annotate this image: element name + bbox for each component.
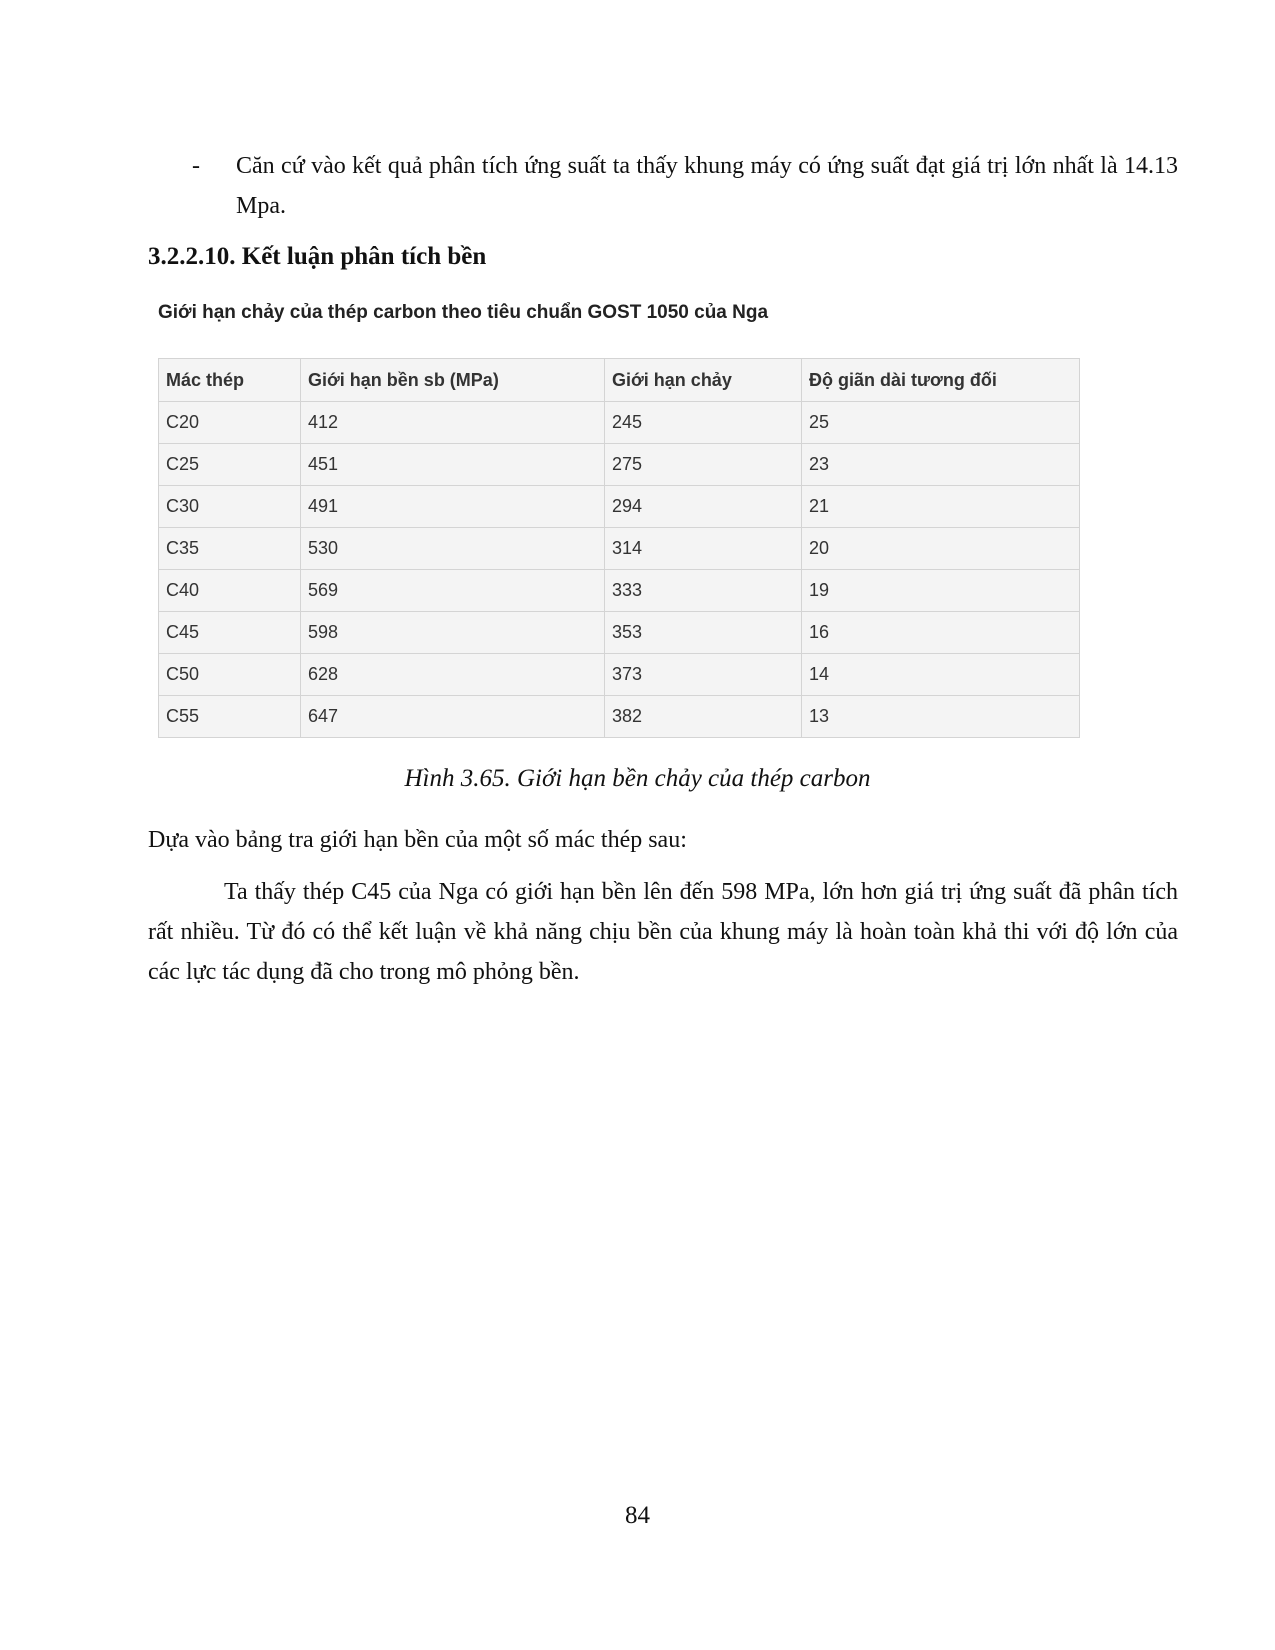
bullet-paragraph [148, 146, 1178, 226]
header-elongation: Độ giãn dài tương đối [802, 359, 1080, 402]
cell-tensile: 530 [301, 528, 605, 570]
table-row [159, 696, 1080, 738]
cell-tensile: 628 [301, 654, 605, 696]
cell-yield: 314 [605, 528, 802, 570]
cell-yield: 275 [605, 444, 802, 486]
table-row [159, 402, 1080, 444]
bullet-dash: - [192, 153, 200, 179]
cell-elongation: 19 [802, 570, 1080, 612]
cell-yield: 245 [605, 402, 802, 444]
table-row [159, 654, 1080, 696]
cell-yield: 382 [605, 696, 802, 738]
cell-elongation: 13 [802, 696, 1080, 738]
cell-grade: C35 [159, 528, 301, 570]
table-row [159, 612, 1080, 654]
cell-grade: C25 [159, 444, 301, 486]
cell-elongation: 21 [802, 486, 1080, 528]
cell-yield: 353 [605, 612, 802, 654]
cell-yield: 294 [605, 486, 802, 528]
cell-yield: 373 [605, 654, 802, 696]
figure-caption: Hình 3.65. Giới hạn bền chảy của thép carbon [404, 765, 871, 792]
cell-yield: 333 [605, 570, 802, 612]
cell-grade: C55 [159, 696, 301, 738]
cell-tensile: 647 [301, 696, 605, 738]
cell-grade: C40 [159, 570, 301, 612]
header-steel-grade: Mác thép [159, 359, 301, 402]
cell-grade: C20 [159, 402, 301, 444]
steel-table-container [158, 358, 1080, 738]
cell-grade: C45 [159, 612, 301, 654]
header-tensile-strength: Giới hạn bền sb (MPa) [301, 359, 605, 402]
table-row [159, 444, 1080, 486]
cell-tensile: 598 [301, 612, 605, 654]
intro-paragraph: Dựa vào bảng tra giới hạn bền của một số mác thép sau: [148, 827, 687, 853]
table-row [159, 528, 1080, 570]
cell-elongation: 20 [802, 528, 1080, 570]
cell-elongation: 23 [802, 444, 1080, 486]
steel-properties-table [158, 358, 1080, 738]
figure-title: Giới hạn chảy của thép carbon theo tiêu chuẩn GOST 1050 của Nga [158, 302, 769, 323]
cell-elongation: 14 [802, 654, 1080, 696]
cell-grade: C30 [159, 486, 301, 528]
cell-tensile: 412 [301, 402, 605, 444]
page-number: 84 [625, 1502, 650, 1529]
section-heading: 3.2.2.10. Kết luận phân tích bền [148, 243, 487, 270]
table-header-row [159, 359, 1080, 402]
cell-elongation: 16 [802, 612, 1080, 654]
table-row [159, 570, 1080, 612]
cell-tensile: 491 [301, 486, 605, 528]
bullet-text: Căn cứ vào kết quả phân tích ứng suất ta thấy khung máy có ứng suất đạt giá trị lớn nhất là 14.13 Mpa. [236, 153, 1178, 219]
header-yield-strength: Giới hạn chảy [605, 359, 802, 402]
cell-elongation: 25 [802, 402, 1080, 444]
cell-tensile: 451 [301, 444, 605, 486]
cell-tensile: 569 [301, 570, 605, 612]
cell-grade: C50 [159, 654, 301, 696]
conclusion-paragraph: Ta thấy thép C45 của Nga có giới hạn bền lên đến 598 MPa, lớn hơn giá trị ứng suất đã phân tích rất nhiều. Từ đó có thể kết luận về khả năng chịu bền của khung máy là hoàn toàn khả thi với độ lớn của các lực tác dụng đã cho trong mô phỏng bền. [148, 879, 1178, 985]
table-row [159, 486, 1080, 528]
